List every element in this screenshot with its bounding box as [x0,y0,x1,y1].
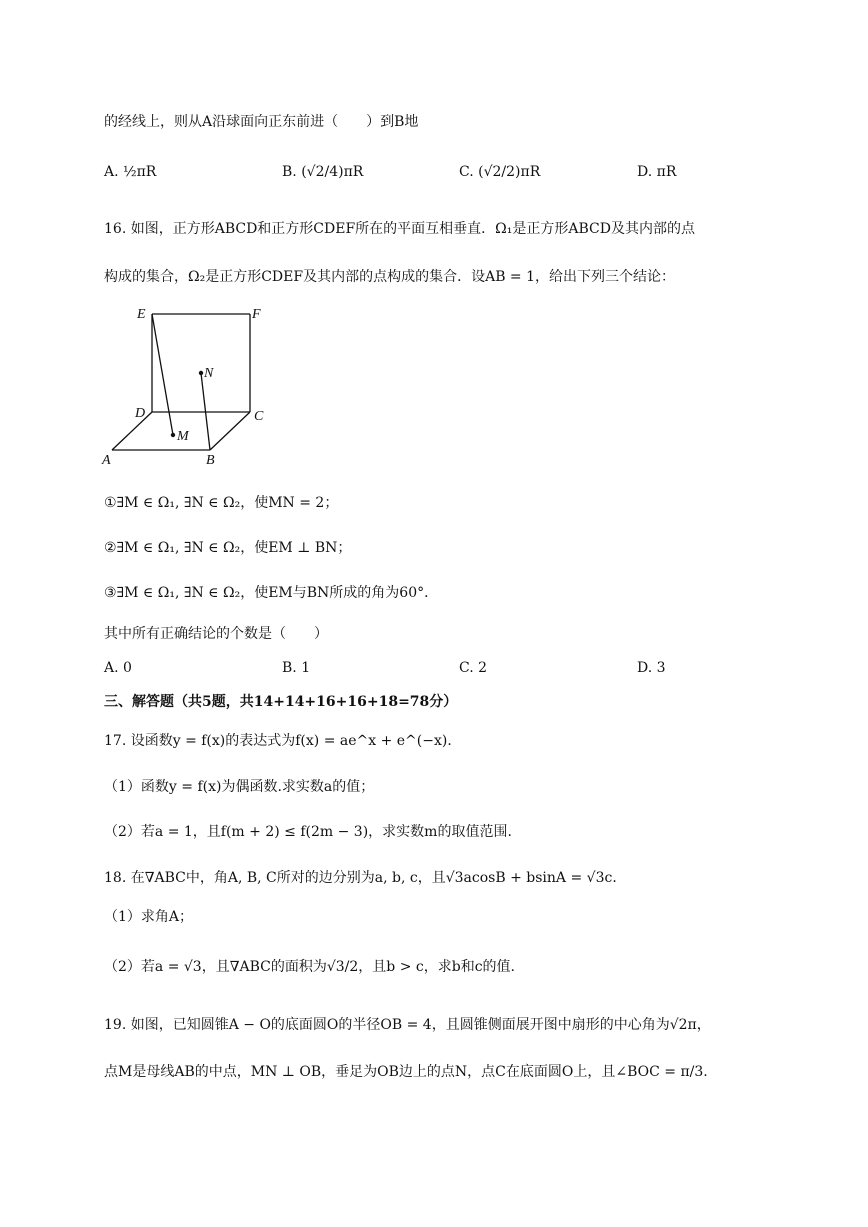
label-a: A [102,453,111,468]
q16-option-c: C. 2 [459,660,488,676]
q16-line-1: 16. 如图，正方形ABCD和正方形CDEF所在的平面互相垂直．Ω₁是正方形ABCD及其内部的点 [104,221,695,237]
q16-question: 其中所有正确结论的个数是（ ） [104,626,328,642]
q16-option-b: B. 1 [282,660,311,676]
q16-option-a: A. 0 [104,660,132,676]
q15-option-d: D. πR [637,164,677,180]
q16-conclusion-3: ③∃M ∈ Ω₁, ∃N ∈ Ω₂，使EM与BN所成的角为60°． [104,585,439,601]
edge-bc [210,412,250,450]
label-e: E [137,307,146,322]
point-n [199,371,203,375]
q16-conclusion-1: ①∃M ∈ Ω₁, ∃N ∈ Ω₂，使MN = 2； [104,495,339,511]
square-figure [100,300,300,470]
q17-stem: 17. 设函数y = f(x)的表达式为f(x) = ae^x + e^(−x)． [104,733,462,749]
label-n: N [204,366,214,381]
q18-part-2: （2）若a = √3，且∇ABC的面积为√3/2，且b > c，求b和c的值. [104,959,515,975]
q18-part-1: （1）求角A； [104,909,194,925]
q17-part-2: （2）若a = 1，且f(m + 2) ≤ f(2m − 3)，求实数m的取值范围. [104,824,512,840]
section-3-heading: 三、解答题（共5题，共14+14+16+16+18=78分） [104,694,458,710]
q18-stem: 18. 在∇ABC中，角A, B, C所对的边分别为a, b, c，且√3acosB + bsinA = √3c． [104,870,627,886]
label-c: C [254,409,264,424]
point-m [171,433,175,437]
q19-line-2: 点M是母线AB的中点，MN ⊥ OB，垂足为OB边上的点N，点C在底面圆O上，且∠BOC = π/3. [104,1064,708,1080]
q16-option-d: D. 3 [637,660,666,676]
q16-conclusion-2: ②∃M ∈ Ω₁, ∃N ∈ Ω₂，使EM ⊥ BN； [104,540,352,556]
label-f: F [252,307,261,322]
q19-line-1: 19. 如图，已知圆锥A − O的底面圆O的半径OB = 4，且圆锥侧面展开图中扇形的中心角为√2π， [104,1017,711,1033]
label-d: D [135,406,146,421]
q15-option-c: C. (√2/2)πR [459,164,541,180]
q15-option-a: A. ½πR [104,164,157,180]
edge-da [112,412,152,450]
q15-option-b: B. (√2/4)πR [282,164,364,180]
label-m: M [177,429,189,444]
q16-line-2: 构成的集合，Ω₂是正方形CDEF及其内部的点构成的集合．设AB = 1，给出下列三个结论： [104,269,676,285]
label-b: B [206,453,215,468]
segment-em [152,314,173,435]
q15-tail: 的经线上，则从A沿球面向正东前进（ ）到B地 [104,114,419,130]
q17-part-1: （1）函数y = f(x)为偶函数.求实数a的值； [104,779,375,795]
